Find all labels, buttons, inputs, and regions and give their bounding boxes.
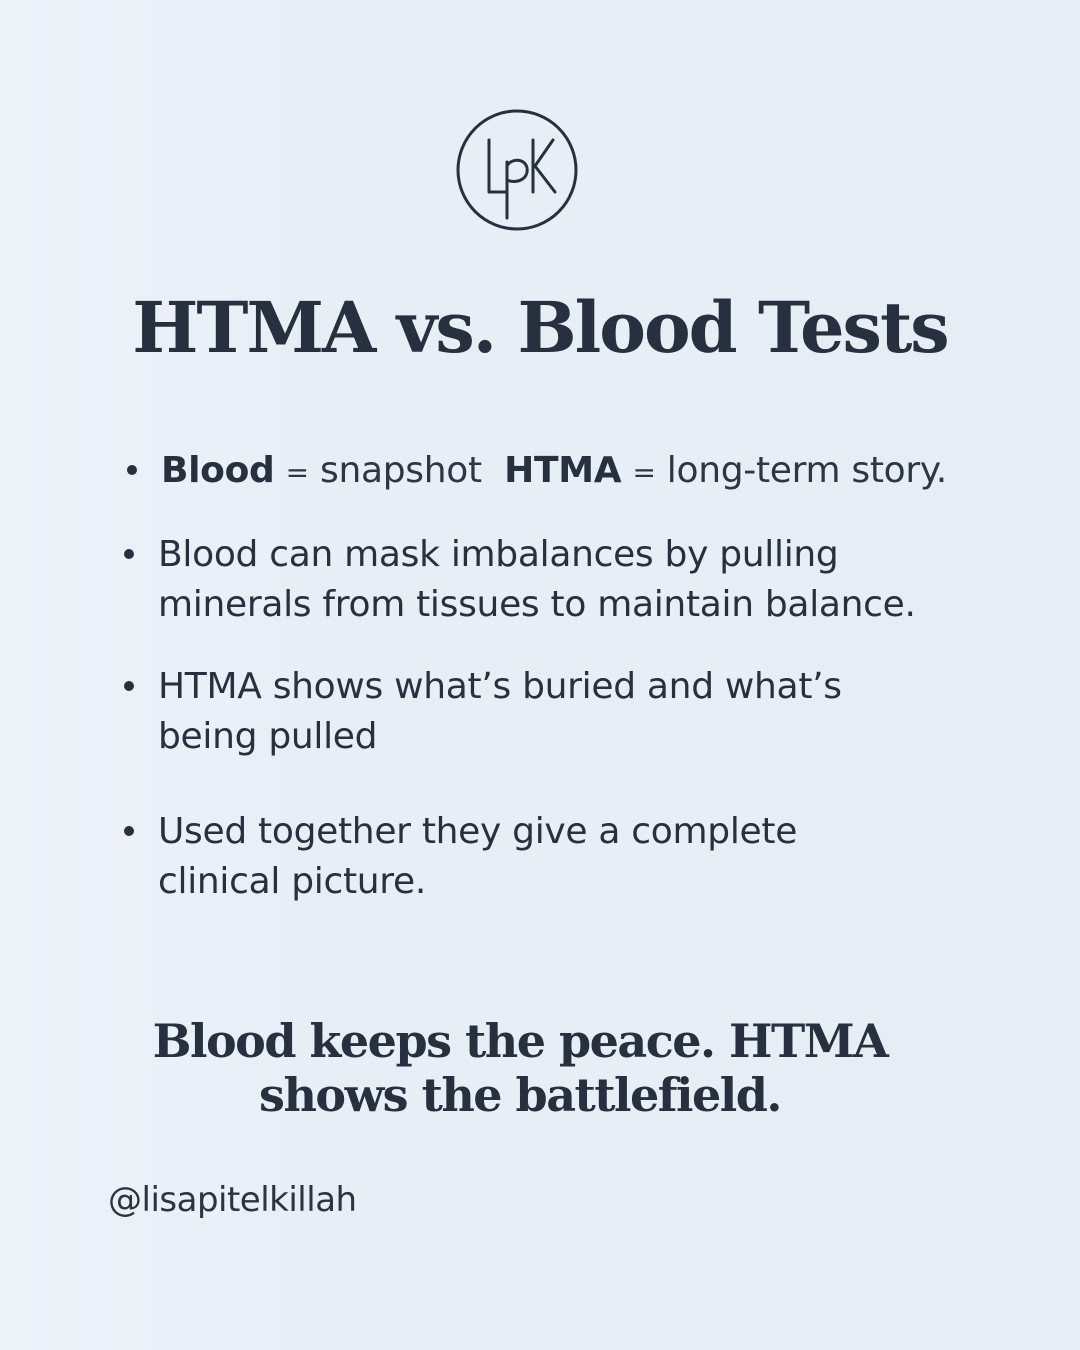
bullet-dot [124,826,134,836]
bullet-item-htma-shows [158,662,1038,762]
bullet-line: HTMA shows what’s buried and what’s [158,666,842,707]
htma-label: HTMA [504,450,622,491]
equals-sign: = [285,456,309,489]
blood-description: snapshot [320,450,482,491]
closing-statement [100,1014,940,1122]
bullet-line: being pulled [158,716,378,757]
closing-line: shows the battlefield. [259,1068,781,1122]
bullet-line: minerals from tissues to maintain balance. [158,584,916,625]
htma-description: long-term story. [666,450,947,491]
bullet-dot [127,465,137,475]
bullet-line: Used together they give a complete [158,811,798,852]
lpk-monogram-icon [455,108,579,232]
bullet-item-used-together [158,807,1038,907]
bullet-line: clinical picture. [158,861,426,902]
social-handle: @lisapitelkillah [108,1180,357,1220]
bullet-item-blood-vs-htma [161,446,1041,498]
closing-line: Blood keeps the peace. HTMA [152,1014,888,1068]
bullet-line: Blood can mask imbalances by pulling [158,534,839,575]
lpk-logo [455,108,579,232]
bullet-dot [124,681,134,691]
page-title: HTMA vs. Blood Tests [132,286,948,369]
equals-sign: = [632,456,656,489]
bullet-dot [124,549,134,559]
bullet-item-blood-masks [158,530,1038,630]
blood-label: Blood [161,450,275,491]
